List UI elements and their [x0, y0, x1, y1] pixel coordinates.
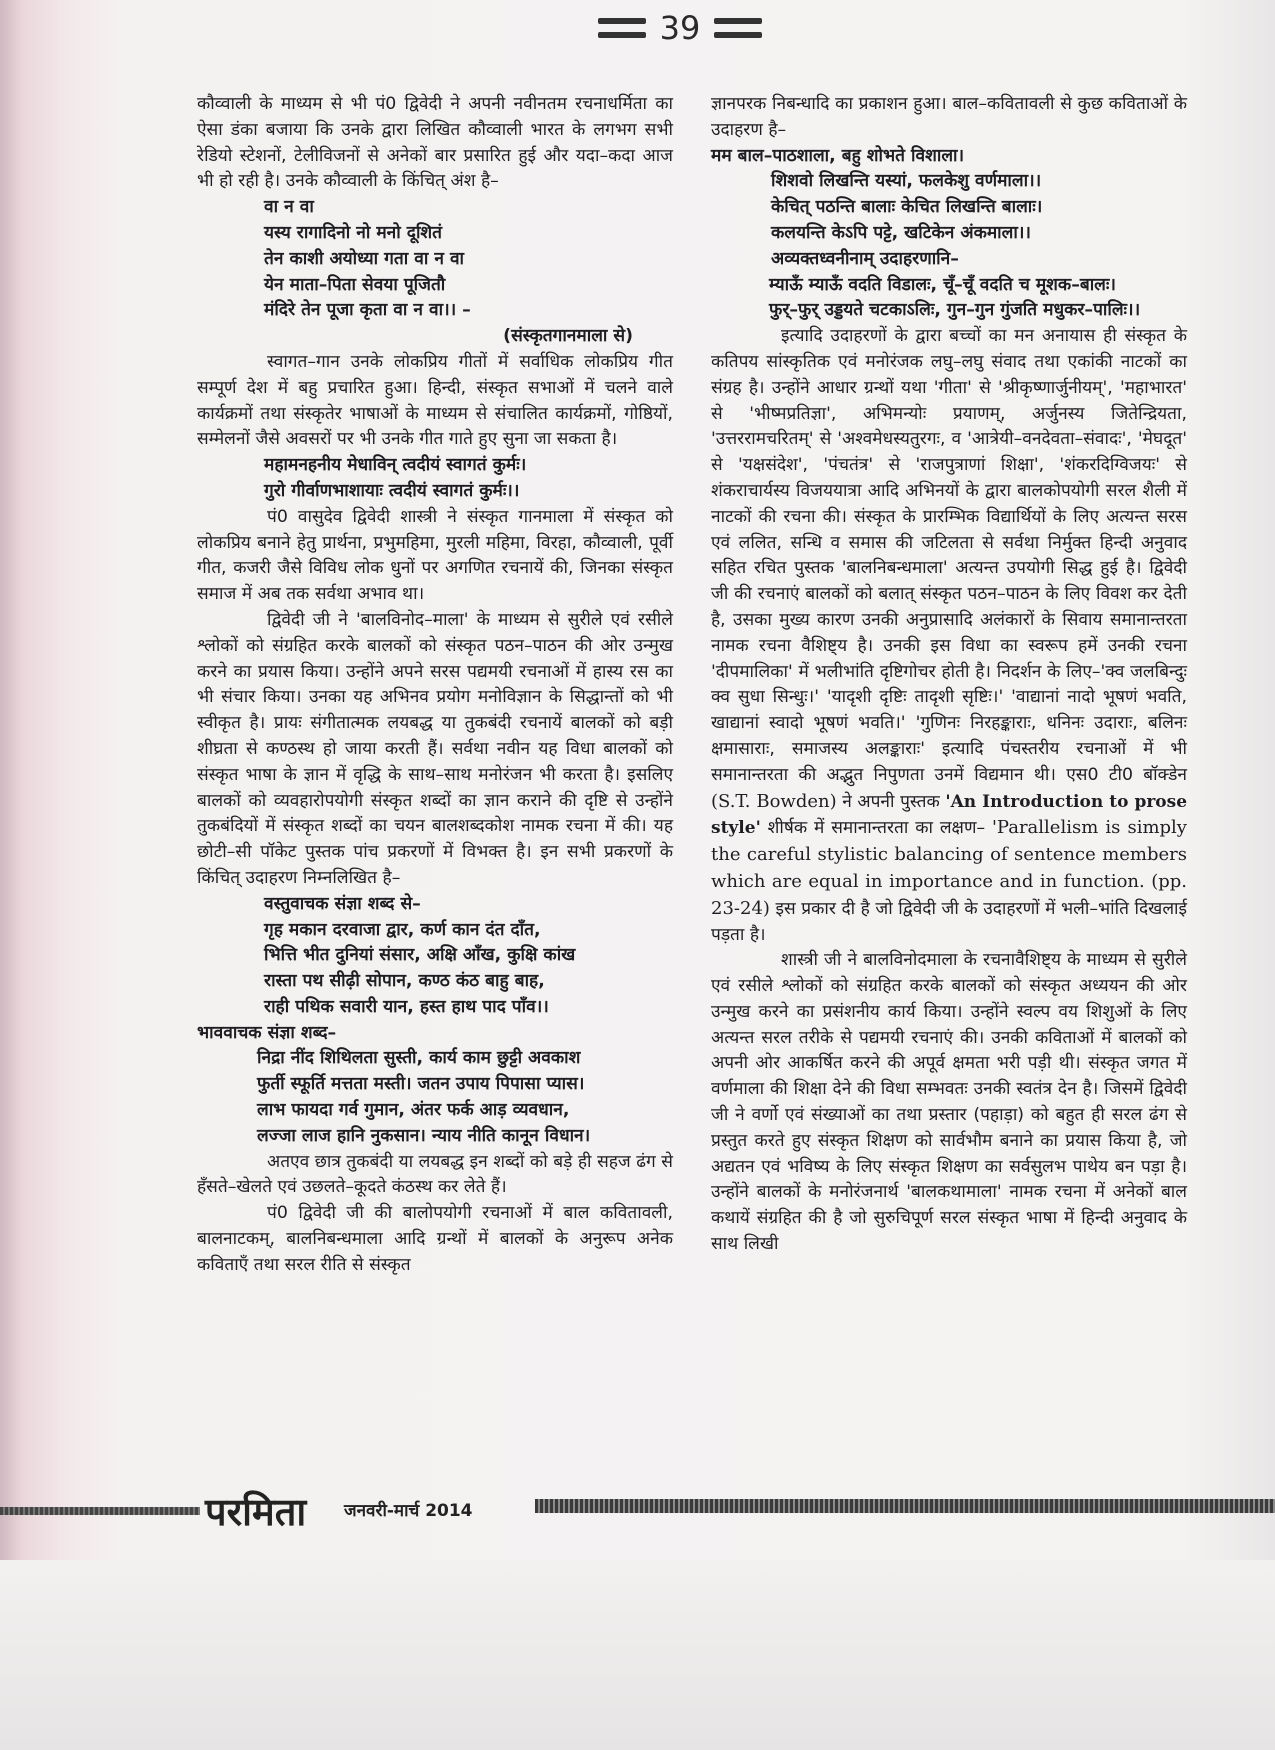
verse-line: फुर्ती स्फूर्ति मत्तता मस्ती। जतन उपाय पिपासा प्यास। [257, 1074, 585, 1095]
verse-line: म्याऊँ म्याऊँ वदति विडालः, चूँ–चूँ वदति च मूशक–बालः। [769, 274, 1116, 295]
left-paragraph-5: अतएव छात्र तुकबंदी या लयबद्ध इन शब्दों को बड़े ही सहज ढंग से हँसते–खेलते एवं उछलते–कूदते कंठस्थ कर लेते हैं। [197, 1151, 673, 1198]
verse-line: गुरो गीर्वाणभाशायाः त्वदीयं स्वागतं कुर्मः।। [264, 480, 520, 501]
left-column [197, 92, 673, 1279]
verse-line: लज्जा लाज हानि नुकसान। न्याय नीति कानून विधान। [257, 1125, 591, 1146]
paragraph-text: इस प्रकार दी है जो द्विवेदी जी के उदाहरणों में भली–भांति दिखलाई पड़ता है। [711, 898, 1187, 945]
verse-line: कलयन्ति केऽपि पट्टे, खटिकेन अंकमाला।। [771, 222, 1031, 243]
verse-line: केचित् पठन्ति बालाः केचित लिखन्ति बालाः। [771, 197, 1043, 218]
poem-first-line: मम बाल–पाठशाला, बहु शोभते विशाला। [711, 145, 965, 166]
verse-attribution: (संस्कृतगानमाला से) [503, 326, 633, 347]
verse-line: रास्ता पथ सीढ़ी सोपान, कण्ठ कंठ बाहु बाह, [264, 971, 545, 992]
english-quotation: 'Parallelism is simply the careful stylistic balancing of sentence members which are equal in importance and in function. (pp. 23-24) [711, 817, 1187, 919]
paragraph-text: ने अपनी पुस्तक [842, 791, 940, 812]
page-number-text: 39 [659, 9, 701, 47]
verse-line: अव्यक्तध्वनीनाम् उदाहरणानि– [771, 248, 959, 269]
page-bottom-margin [0, 1560, 1275, 1750]
footer-left-rule [0, 1507, 200, 1515]
verse-line: भित्ति भीत दुनियां संसार, अक्षि आँख, कुक्षि कांख [264, 945, 576, 966]
verse-line: फुर्–फुर् उड्डयते चटकाऽलिः, गुन–गुन गुंजति मधुकर–पालिः।। [769, 300, 1141, 321]
abstract-noun-verse [197, 1046, 673, 1149]
verse-line: लाभ फायदा गर्व गुमान, अंतर फर्क आड़ व्यवधान, [257, 1100, 570, 1121]
onomatopoeia-verse [711, 273, 1187, 325]
left-paragraph-4: द्विवेदी जी ने 'बालविनोद–माला' के माध्यम से सुरीले एवं रसीले श्लोकों को संग्रहित करके बालकों को संस्कृत पठन–पाठन की ओर उन्मुख करने का प्रयास किया। उन्होंने अपने सरस पद्यमयी रचनाओं में हास्य रस का भी संचार किया। उनका यह अभिनव प्रयोग मनोविज्ञान के सिद्धान्तों को भी स्वीकृत है। प्रायः संगीतात्मक लयबद्ध या तुकबंदी रचनायें बालकों को बड़ी शीघ्रता से कण्ठस्थ हो जाया करती हैं। सर्वथा नवीन यह विधा बालकों को संस्कृत भाषा के ज्ञान में वृद्धि के साथ–साथ मनोरंजन भी करता है। इसलिए बालकों को व्यवहारोपयोगी संस्कृत शब्दों का ज्ञान कराने की दृष्टि से उन्होंने तुकबंदियों में संस्कृत शब्दों का चयन बालशब्दकोश नामक रचना में की। यह छोटी–सी पॉकेट पुस्तक पांच प्रकरणों में विभक्त है। इन सभी प्रकरणों के किंचित् उदाहरण निम्नलिखित है– [197, 609, 673, 888]
qawwali-verse [197, 195, 673, 324]
verse-line: गृह मकान दरवाजा द्वार, कर्ण कान दंत दाँत, [264, 919, 541, 940]
left-paragraph-2: स्वागत–गान उनके लोकप्रिय गीतों में सर्वाधिक लोकप्रिय गीत सम्पूर्ण देश में बहु प्रचारित हुआ। हिन्दी, संस्कृत सभाओं में चलने वाले कार्यक्रमों तथा संस्कृतेर भाषाओं के माध्यम से संचालित कार्यक्रमों, गोष्ठियों, सम्मेलनों जैसे अवसरों पर भी उनके गीत गाते हुए सुना जा सकता है। [197, 351, 673, 450]
verse-line: तेन काशी अयोध्या गता वा न वा [264, 248, 465, 269]
right-paragraph-2 [711, 324, 1187, 948]
left-paragraph-1: कौव्वाली के माध्यम से भी पं0 द्विवेदी ने अपनी नवीनतम रचनाधर्मिता का ऐसा डंका बजाया कि उनके द्वारा लिखित कौव्वाली भारत के लगभग सभी रेडियो स्टेशनों, टेलीविजनों से अनेकों बार प्रसारित हुई और यदा–कदा आज भी हो रही है। उनके कौव्वाली के किंचित् अंश है– [197, 94, 673, 192]
welcome-verse [197, 453, 673, 505]
left-paragraph-3: पं0 वासुदेव द्विवेदी शास्त्री ने संस्कृत गानमाला में संस्कृत को लोकप्रिय बनाने हेतु प्रार्थना, प्रभुमहिमा, मुरली महिमा, विरहा, कौव्वाली, पूर्वी गीत, कजरी जैसे विविध लोक धुनों पर अगणित रचनायें की, जिनका संस्कृत समाज में अब तक सर्वथा अभाव था। [197, 506, 673, 605]
page-number-left-ornament [598, 18, 646, 38]
verse-line: शिशवो लिखन्ति यस्यां, फलकेशु वर्णमाला।। [771, 171, 1042, 192]
paragraph-text: इत्यादि उदाहरणों के द्वारा बच्चों का मन अनायास ही संस्कृत के कतिपय सांस्कृतिक एवं मनोरंजक लघु–लघु संवाद तथा एकांकी नाटकों का संग्रह है। उन्होंने आधार ग्रन्थों यथा 'गीता' से 'श्रीकृष्णार्जुनीयम्', 'महाभारत' से 'भीष्मप्रतिज्ञा', अभिमन्योः प्रयाणम्, अर्जुनस्य जितेन्द्रियता, 'उत्तररामचरितम्' से 'अश्वमेधस्यतुरगः, व 'आत्रेयी–वनदेवता–संवादः', 'मेघदूत' से 'यक्षसंदेश', 'पंचतंत्र' से 'राजपुत्राणां शिक्षा', 'शंकरदिग्विजयः' से शंकराचार्यस्य विजययात्रा आदि अभिनयों के द्वारा बालकोपयोगी सरल शैली में नाटकों की रचना की। संस्कृत के प्रारम्भिक विद्यार्थियों के लिए अत्यन्त सरस एवं ललित, सन्धि व समास की जटिलता से सर्वथा निर्मुक्त हिन्दी अनुवाद सहित रचित पुस्तक 'बालनिबन्धमाला' अत्यन्त उपयोगी सिद्ध हुई है। द्विवेदी जी की रचनाएं बालकों को बलात् संस्कृत पठन–पाठन के लिए विवश कर देती है, उसका मुख्य कारण उनकी अनुप्रासादि अलंकारों के सिवाय समानान्तरता नामक रचना वैशिष्ट्य है। उनकी इस विधा का स्वरूप हमें उनकी रचना 'दीपमालिका' में भलीभांति दृष्टिगोचर होती है। निदर्शन के लिए–'क्व जलबिन्दुः क्व सुधा सिन्धुः।' 'यादृशी दृष्टिः तादृशी सृष्टिः।' 'वाद्यानां नादो भूषणं भवति, खाद्यानां स्वादो भूषणं भवति।' 'गुणिनः निरहङ्काराः, धनिनः उदाराः, बलिनः क्षमासाराः, समाजस्य अलङ्काराः' इत्यादि पंचस्तरीय रचनाओं में भी समानान्तरता की अद्भुत निपुणता उनमें विद्यमान थी। एस0 टी0 बॉक्डेन [711, 326, 1187, 785]
verse-line: वा न वा [264, 197, 314, 218]
page-footer [0, 1485, 1275, 1535]
verse-line: येन माता–पिता सेवया पूजितौ [264, 274, 446, 295]
right-paragraph-1: ज्ञानपरक निबन्धादि का प्रकाशन हुआ। बाल–कवितावली से कुछ कविताओं के उदाहरण है– [711, 94, 1187, 140]
verse-line: निद्रा नींद शिथिलता सुस्ती, कार्य काम छुट्टी अवकाश [257, 1048, 581, 1069]
verse-heading: वस्तुवाचक संज्ञा शब्द से– [264, 893, 421, 914]
page-number [560, 4, 800, 52]
verse-line: राही पथिक सवारी यान, हस्त हाथ पाद पाँव।। [264, 996, 549, 1017]
issue-date: जनवरी-मार्च 2014 [344, 1501, 473, 1521]
book-title-english: 'An Introduction to prose style' [711, 791, 1188, 839]
verse-line: यस्य रागादिनो नो मनो दूशितं [264, 222, 443, 243]
footer-right-rule [535, 1499, 1275, 1513]
right-column [711, 92, 1187, 1258]
right-paragraph-3: शास्त्री जी ने बालविनोदमाला के रचनावैशिष्ट्य के माध्यम से सुरीले एवं रसीले श्लोकों को संग्रहित करके बालकों को संस्कृत अध्ययन की ओर उन्मुख करने का प्रसंशनीय कार्य किया। उन्होंने स्वल्प वय शिशुओं के लिए अत्यन्त सरल तरीके से पद्यमयी रचनाएं की। उनकी कविताओं में बालकों को अपनी ओर आकर्षित करने की अपूर्व क्षमता भरी पड़ी थी। संस्कृत जगत में वर्णमाला की शिक्षा देने की विधा सम्भवतः उनकी स्वतंत्र देन है। जिसमें द्विवेदी जी ने वर्णो एवं संख्याओं का तथा प्रस्तार (पहाड़ा) को बहुत ही सरल ढंग से प्रस्तुत करते हुए संस्कृत शिक्षण को सार्वभौम बनाने का प्रयास किया है, जो अद्यतन एवं भविष्य के लिए संस्कृत शिक्षण का सर्वसुलभ पाथेय बन पड़ा है। उन्होंने बालकों के मनोरंजनार्थ 'बालकथामाला' नामक रचना में अनेकों बाल कथायें संग्रहित की है जो सुरुचिपूर्ण सरल संस्कृत भाषा में हिन्दी अनुवाद के साथ लिखी [711, 950, 1187, 1255]
left-paragraph-6: पं0 द्विवेदी जी की बालोपयोगी रचनाओं में बाल कवितावली, बालनाटकम्, बालनिबन्धमाला आदि ग्रन्थों में बालकों के अनुरूप अनेक कविताएँ तथा सरल रीति से संस्कृत [197, 1203, 673, 1275]
author-name-english: (S.T. Bowden) [711, 790, 837, 812]
poem-verse [711, 169, 1187, 272]
noun-verse [197, 892, 673, 1021]
paragraph-text: शीर्षक में समानान्तरता का लक्षण– [767, 818, 986, 839]
abstract-noun-heading: भाववाचक संज्ञा शब्द– [197, 1022, 337, 1043]
verse-line: मंदिरे तेन पूजा कृता वा न वा।। – [264, 300, 471, 321]
verse-line: महामनहनीय मेधाविन् त्वदीयं स्वागतं कुर्मः। [264, 455, 527, 476]
magazine-logo: परमिता [205, 1490, 307, 1534]
page-number-right-ornament [714, 18, 762, 38]
